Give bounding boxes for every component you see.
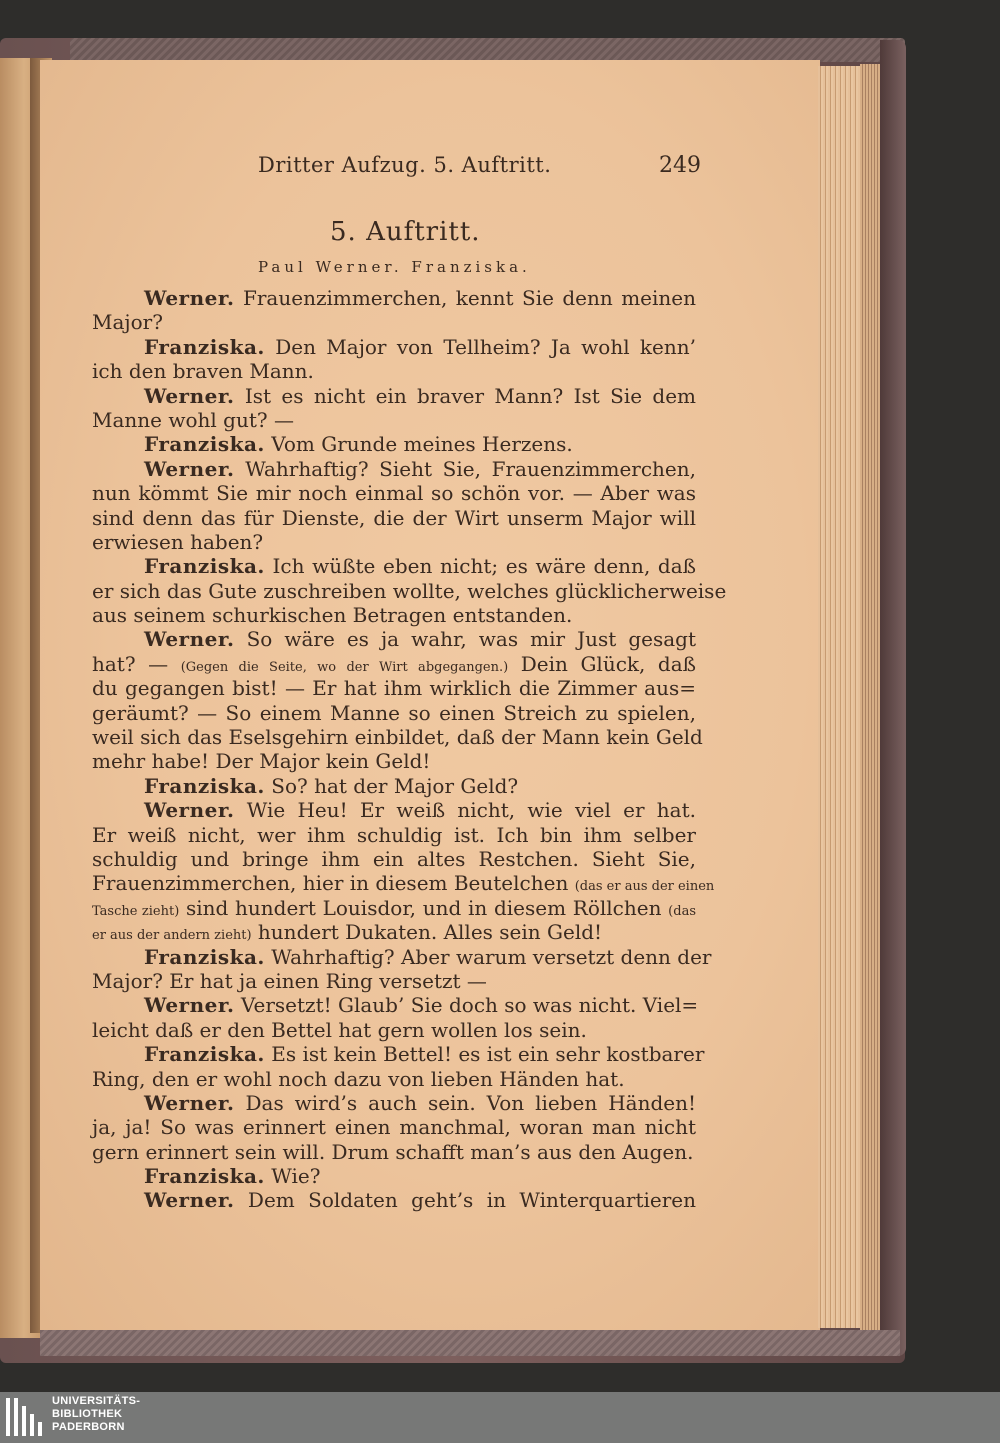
spoken-text: Versetzt! Glaub’ Sie doch so was nicht. Viel= [240,993,699,1018]
text-line [92,603,696,627]
page-fore-edge [818,66,862,1328]
scene-title: 5. Auftritt. [330,217,481,247]
cover-top-edge [70,38,905,62]
spoken-text: mehr habe! Der Major kein Geld! [92,749,431,774]
text-line [92,530,696,554]
spoken-text: Major? [92,310,163,335]
text-line [92,506,696,530]
text-line [92,578,727,603]
stage-direction: (Gegen die Seite, wo der Wirt abgegangen.) [180,659,509,675]
spoken-text: Wahrhaftig? Aber warum versetzt denn der [271,944,712,969]
text-line [92,1018,696,1042]
library-name-line-3: PADERBORN [52,1421,125,1433]
text-line [92,481,696,505]
spoken-text: Ist es nicht ein braver Mann? Ist Sie dem [244,383,696,408]
text-line [92,1067,696,1091]
text-line [92,384,696,408]
spoken-text: Vom Grunde meines Herzens. [271,432,573,457]
text-line [92,944,712,969]
spoken-text: Wie? [271,1164,321,1189]
speaker-name: Franziska. [144,1164,265,1189]
text-line [92,823,696,847]
cover-bottom-edge [40,1330,900,1356]
spoken-text: Ring, den er wohl noch dazu von lieben Händen hat. [92,1066,625,1091]
spoken-text: sind hundert Louisdor, und in diesem Röllchen [185,895,662,920]
spoken-text: schuldig und bringe ihm ein altes Restchen. Sieht Sie, [92,846,696,871]
dialogue-text [92,286,727,1213]
text-line [92,871,715,896]
speaker-name: Franziska. [144,554,265,579]
spoken-text: Wahrhaftig? Sieht Sie, Frauenzimmerchen, [245,456,696,481]
spoken-text: Dem Soldaten geht’s in Winterquartieren [247,1188,696,1213]
text-line [92,676,696,700]
spoken-text: Major? Er hat ja einen Ring versetzt — [92,968,487,993]
speaker-name: Werner. [144,1090,235,1115]
text-line [92,359,696,383]
text-line [92,993,699,1018]
spoken-text: Wie Heu! Er weiß nicht, wie viel er hat. [246,798,696,823]
spoken-text: So wäre es ja wahr, was mir Just gesagt [246,627,696,652]
speaker-name: Franziska. [144,773,265,798]
spoken-text: erwiesen haben? [92,529,264,554]
text-line [92,896,696,920]
spoken-text: sind denn das für Dienste, die der Wirt unserm Major will [92,505,696,530]
speaker-name: Franziska. [144,432,265,457]
text-line [92,701,696,725]
stage-direction: (das [668,903,696,919]
spoken-text: Er weiß nicht, wer ihm schuldig ist. Ich bin ihm selber [92,822,696,847]
text-line [92,1188,696,1212]
text-line [92,1042,705,1067]
text-line [92,286,696,310]
library-name [52,1395,140,1434]
spoken-text: ich den braven Mann. [92,359,314,384]
text-line [92,335,696,359]
text-line [92,652,696,676]
spoken-text: Frauenzimmerchen, hier in diesem Beutelchen [92,871,569,896]
speaker-name: Franziska. [144,944,265,969]
spoken-text: So? hat der Major Geld? [271,773,519,798]
spoken-text: nun kömmt Sie mir noch einmal so schön vor. — Aber was [92,481,696,506]
text-line [92,969,696,993]
text-line [92,749,696,773]
spoken-text: ja, ja! So was erinnert einen manchmal, woran man nicht [92,1115,696,1140]
text-line [92,554,696,578]
speaker-name: Werner. [144,383,235,408]
spoken-text: Dein Glück, daß [520,651,697,676]
text-line [92,774,696,798]
stage-direction: Tasche zieht) [92,903,180,919]
text-line [92,310,696,334]
text-line [92,798,696,822]
spoken-text: Es ist kein Bettel! es ist ein sehr kostbarer [271,1042,705,1067]
page-number: 249 [659,153,701,178]
spoken-text: Manne wohl gut? — [92,407,294,432]
text-line [92,1164,696,1188]
text-line [92,1140,696,1164]
stage-direction: (das er aus der einen [574,879,715,895]
spoken-text: hundert Dukaten. Alles sein Geld! [257,920,603,945]
spoken-text: er sich das Gute zuschreiben wollte, welches glücklicherweise [92,578,727,603]
cast-list: Paul Werner. Franziska. [258,258,531,276]
spoken-text: du gegangen bist! — Er hat ihm wirklich die Zimmer aus= [92,676,696,701]
spoken-text: Das wird’s auch sein. Von lieben Händen! [245,1090,697,1115]
spoken-text: weil sich das Eselsgehirn einbildet, daß der Mann kein Geld [92,725,703,750]
spoken-text: gern erinnert sein will. Drum schafft man’s aus den Augen. [92,1139,694,1164]
speaker-name: Werner. [144,286,235,310]
text-line [92,408,696,432]
speaker-name: Werner. [144,456,235,481]
text-line [92,627,696,651]
library-banner [0,1392,1000,1443]
text-line [92,1091,696,1115]
speaker-name: Werner. [144,798,235,823]
library-name-line-1: UNIVERSITÄTS- [52,1395,141,1407]
text-line [92,432,696,456]
running-head: Dritter Aufzug. 5. Auftritt. [258,153,552,177]
text-line [92,920,696,944]
library-name-line-2: BIBLIOTHEK [52,1408,123,1420]
speaker-name: Werner. [144,627,235,652]
cover-right-edge [880,40,906,1356]
speaker-name: Franziska. [144,1042,265,1067]
spoken-text: leicht daß er den Bettel hat gern wollen los sein. [92,1017,587,1042]
stage-direction: er aus der andern zieht) [92,928,252,944]
spoken-text: Ich wüßte eben nicht; es wäre denn, daß [272,554,697,579]
text-line [92,725,703,750]
spoken-text: Den Major von Tellheim? Ja wohl kenn’ [275,334,696,359]
speaker-name: Werner. [144,993,235,1018]
spoken-text: hat? — [92,651,169,676]
text-line [92,847,696,871]
page-fore-edge-outer [860,64,882,1330]
speaker-name: Werner. [144,1188,235,1213]
library-logo-icon [4,1396,48,1438]
text-line [92,1115,696,1139]
text-line [92,457,696,481]
speaker-name: Franziska. [144,334,265,359]
spoken-text: aus seinem schurkischen Betragen entstanden. [92,603,573,628]
spoken-text: Frauenzimmerchen, kennt Sie denn meinen [242,286,697,310]
spoken-text: geräumt? — So einem Manne so einen Streich zu spielen, [92,700,696,725]
